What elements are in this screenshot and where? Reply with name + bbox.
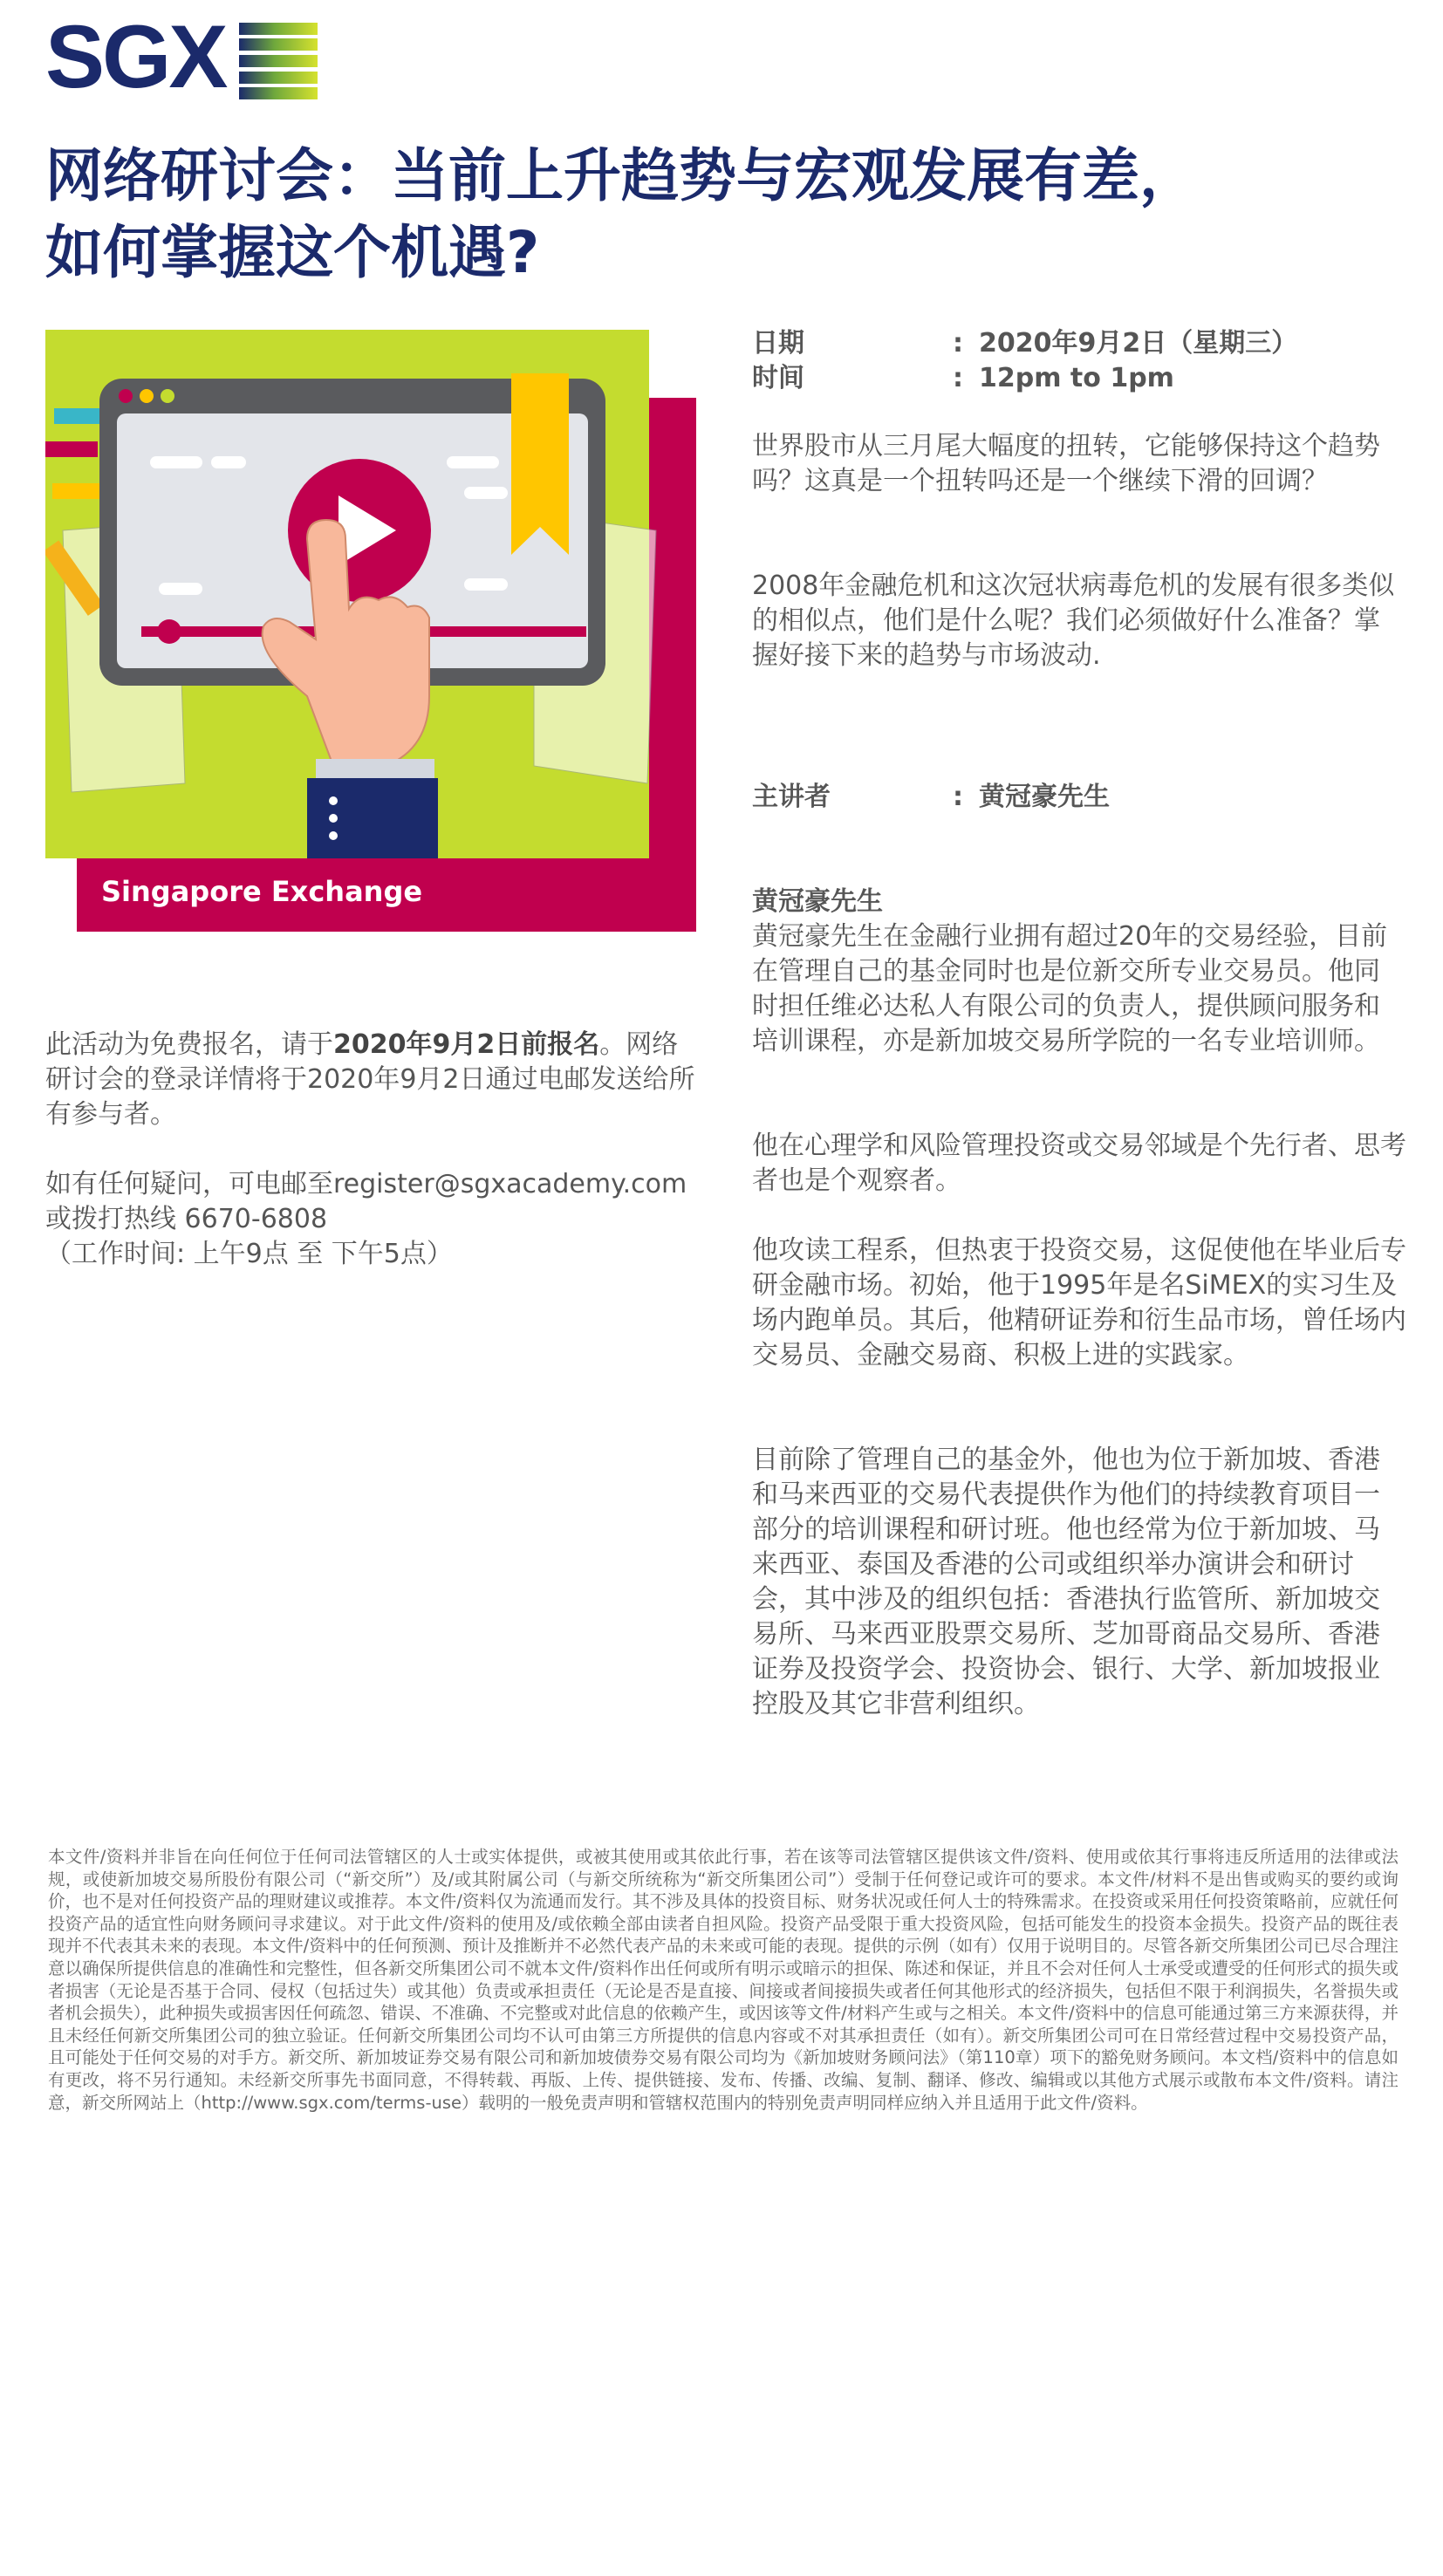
time-value: 12pm to 1pm	[979, 363, 1174, 393]
bio-paragraph-3: 他攻读工程系，但热衷于投资交易，这促使他在毕业后专研金融市场。初始，他于1995年是名SiMEX的实习生及场内跑单员。其后，他精研证券和衍生品市场，曾任场内交易员、金融交易商、积极上进的实践家。	[752, 1235, 1406, 1370]
bio-paragraph-2: 他在心理学和风险管理投资或交易邻域是个先行者、思考者也是个观察者。	[752, 1131, 1406, 1196]
date-separator: :	[953, 328, 963, 359]
legal-disclaimer: 本文件/资料并非旨在向任何位于任何司法管辖区的人士或实体提供，或被其使用或其依此行事，若在该等司法管辖区提供该文件/资料、使用或依其行事将违反所适用的法律或法规，或使新加坡交易所股份有限公司（“新交所”）及/或其附属公司（与新交所统称为“新交所集团公司”）受制于任何登记或许可的要求。本文件/材料不是出售或购买的要约或询价，也不是对任何投资产品的理财建议或推荐。本文件/资料仅为流通而发行。其不涉及具体的投资目标、财务状况或任何人士的特殊需求。在投资或采用任何投资策略前，应就任何投资产品的适宜性向财务顾问寻求建议。对于此文件/资料的使用及/或依赖全部由读者自担风险。投资产品受限于重大投资风险，包括可能发生的投资本金损失。投资产品的既往表现并不代表其未来的表现。本文件/资料中的任何预测、预计及推断并不必然代表产品的未来或可能的表现。提供的示例（如有）仅用于说明目的。尽管各新交所集团公司已尽合理注意以确保所提供信息的准确性和完整性，但各新交所集团公司不就本文件/资料作出任何或所有明示或暗示的担保、陈述和保证，并且不会对任何人士承受或遭受的任何形式的损失或者损害（无论是否基于合同、侵权（包括过失）或其他）负责或承担责任（无论是否是直接、间接或者间接损失或者任何其他形式的经济损失，包括但不限于利润损失，名誉损失或者机会损失），此种损失或损害因任何疏忽、错误、不准确、不完整或对此信息的依赖产生，或因该等文件/材料产生或与之相关。本文件/资料中的信息可能通过第三方来源获得，并且未经任何新交所集团公司的独立验证。任何新交所集团公司均不认可由第三方所提供的信息内容或不对其承担责任（如有）。新交所集团公司可在日常经营过程中交易投资产品，且可能处于任何交易的对手方。新交所、新加坡证券交易有限公司和新加坡债券交易有限公司均为《新加坡财务顾问法》（第110章）项下的豁免财务顾问。本文档/资料中的信息如有更改，将不另行通知。未经新交所事先书面同意，不得转载、再版、上传、提供链接、发布、传播、改编、复制、翻译、修改、编辑或以其他方式展示或散布本文件/资料。请注意，新交所网站上（http://www.sgx.com/terms-use）载明的一般免责声明和管辖权范围内的特别免责声明同样应纳入并且适用于此文件/资料。	[48, 1847, 1399, 2113]
webinar-video-illustration	[45, 330, 696, 932]
contact-hours-line: （工作时间: 上午9点 至 下午5点）	[45, 1239, 453, 1269]
title-line-2: 如何掌握这个机遇?	[45, 219, 540, 286]
hero-illustration	[45, 330, 696, 932]
contact-block	[45, 1167, 708, 1272]
speaker-name: 黄冠豪先生	[979, 782, 1110, 812]
date-label: 日期	[752, 328, 804, 359]
time-separator: :	[953, 363, 963, 393]
bio-name: 黄冠豪先生	[752, 886, 883, 917]
date-value: 2020年9月2日（星期三）	[979, 328, 1298, 359]
page-title	[45, 138, 1406, 291]
registration-details: 。网络研讨会的登录详情将于2020年9月2日通过电邮发送给所有参与者。	[45, 1029, 695, 1130]
speaker-separator: :	[953, 782, 963, 812]
registration-deadline: 2020年9月2日前报名	[333, 1029, 600, 1060]
title-line-1: 网络研讨会：当前上升趋势与宏观发展有差，	[45, 142, 1197, 209]
logo-wordmark: SGX	[45, 7, 226, 106]
sgx-logo	[45, 7, 318, 106]
intro-paragraph-2: 2008年金融危机和这次冠状病毒危机的发展有很多类似的相似点，他们是什么呢？我们必须做好什么准备？掌握好接下来的趋势与市场波动.	[752, 571, 1395, 671]
contact-phone-line: 或拨打热线 6670-6808	[45, 1204, 328, 1234]
registration-text: 此活动为免费报名，请于	[45, 1029, 333, 1060]
bio-paragraph-4: 目前除了管理自己的基金外，他也为位于新加坡、香港和马来西亚的交易代表提供作为他们的持续教育项目一部分的培训课程和研讨班。他也经常为位于新加坡、马来西亚、泰国及香港的公司或组织举办演讲会和研讨会，其中涉及的组织包括：香港执行监管所、新加坡交易所、马来西亚股票交易所、芝加哥商品交易所、香港证券及投资学会、投资协会、银行、大学、新加坡报业控股及其它非营利组织。	[752, 1445, 1380, 1719]
logo-stripes-icon	[239, 23, 318, 99]
contact-email-line: 如有任何疑问，可电邮至register@sgxacademy.com	[45, 1169, 687, 1199]
hero-caption: Singapore Exchange	[101, 875, 423, 908]
registration-paragraph	[45, 1028, 695, 1132]
time-label: 时间	[752, 363, 804, 393]
bio-paragraph-1: 黄冠豪先生在金融行业拥有超过20年的交易经验，目前在管理自己的基金同时也是位新交所专业交易员。他同时担任维必达私人有限公司的负责人，提供顾问服务和培训课程，亦是新加坡交易所学院的一名专业培训师。	[752, 921, 1388, 1056]
intro-paragraph-1: 世界股市从三月尾大幅度的扭转，它能够保持这个趋势吗？这真是一个扭转吗还是一个继续下滑的回调？	[752, 431, 1380, 496]
speaker-label: 主讲者	[752, 782, 831, 812]
